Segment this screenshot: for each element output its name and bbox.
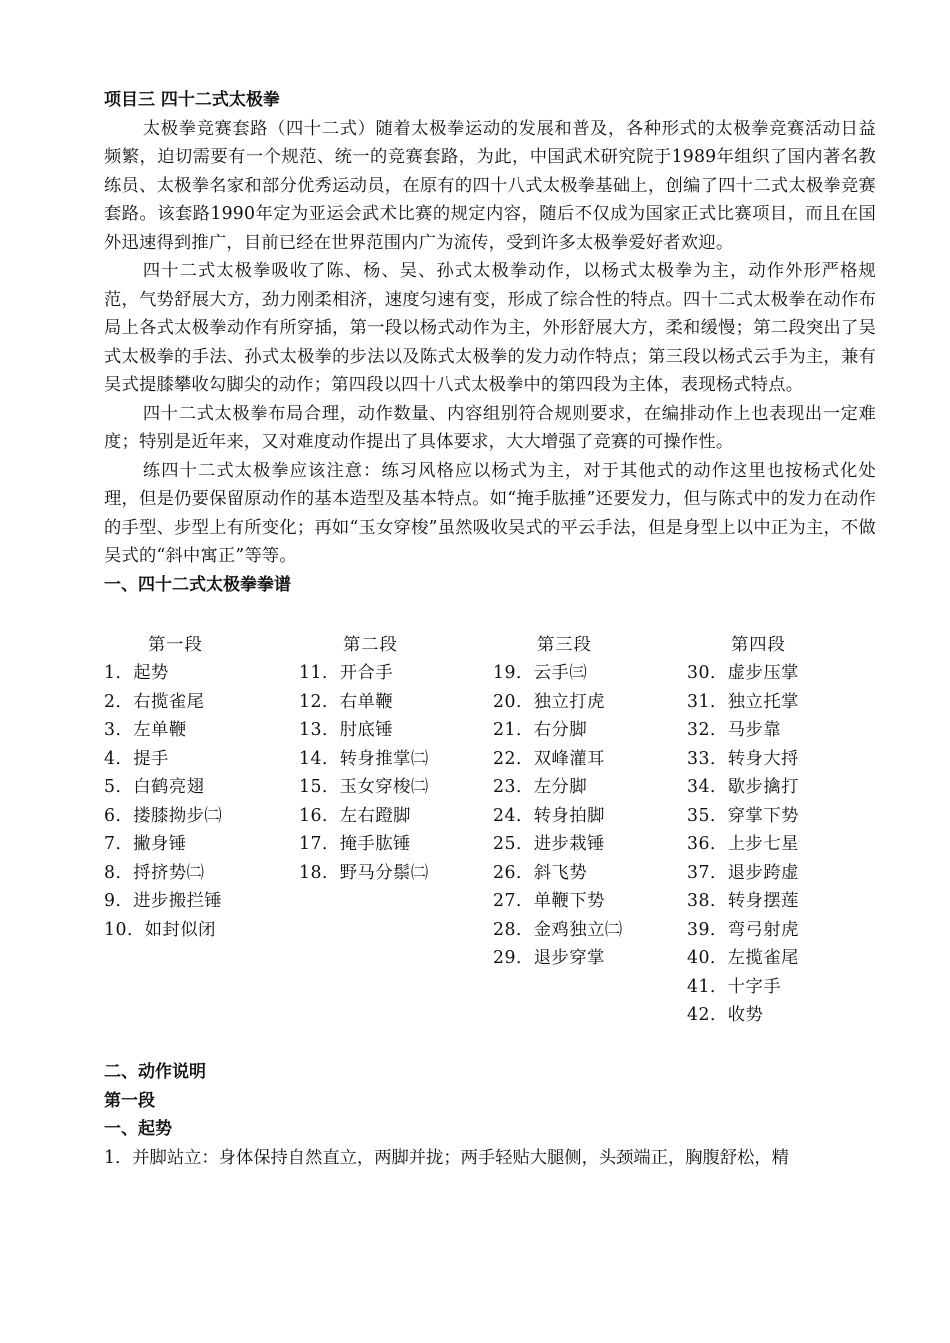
list-item: 2．右揽雀尾: [104, 691, 205, 712]
column-title: 第四段: [731, 634, 786, 655]
list-item: 18．野马分鬃㈡: [299, 862, 429, 883]
intro-paragraph-1: 太极拳竞赛套路（四十二式）随着太极拳运动的发展和普及，各种形式的太极拳竞赛活动日益频繁，迫切需要有一个规范、统一的竞赛套路，为此，中国武术研究院于1989年组织了国内著名教练员、太极拳名家和部分优秀运动员，在原有的四十八式太极拳基础上，创编了四十二式太极拳竞赛套路。该套路1990年定为亚运会武术比赛的规定内容，随后不仅成为国家正式比赛项目，而且在国外迅速得到推广，目前已经在世界范围内广为流传，受到许多太极拳爱好者欢迎。: [104, 118, 876, 253]
list-item: 27．单鞭下势: [493, 891, 605, 911]
list-item: 11．开合手: [299, 663, 394, 683]
list-item: 21．右分脚: [493, 720, 588, 740]
list-item: 19．云手㈢: [493, 663, 588, 683]
list-item: 16．左右蹬脚: [299, 805, 411, 826]
list-item: 17．掩手肱锤: [299, 834, 411, 854]
list-item: 23．左分脚: [493, 777, 588, 797]
list-item: 5．白鹤亮翅: [104, 777, 205, 797]
list-item: 20．独立打虎: [493, 691, 605, 712]
list-item: 6．搂膝拗步㈡: [104, 805, 223, 826]
list-item: 37．退步跨虚: [687, 862, 799, 883]
list-item: 8．捋挤势㈡: [104, 862, 205, 883]
column-title: 第一段: [148, 634, 203, 655]
list-item: 41．十字手: [687, 976, 782, 997]
list-item: 12．右单鞭: [299, 691, 394, 712]
list-item: 4．提手: [104, 748, 169, 769]
list-item: 39．弯弓射虎: [687, 919, 799, 940]
list-item: 40．左揽雀尾: [687, 948, 799, 968]
column-title: 第二段: [343, 634, 398, 655]
intro-paragraph-4: 练四十二式太极拳应该注意：练习风格应以杨式为主，对于其他式的动作这里也按杨式化处理，但是仍要保留原动作的基本造型及基本特点。如“掩手肱捶”还要发力，但与陈式中的发力在动作的手型、步型上有所变化；再如“玉女穿梭”虽然吸收吴式的平云手法，但是身型上以中正为主，不做吴式的“斜中寓正”等等。: [104, 460, 876, 566]
list-item: 32．马步靠: [687, 720, 782, 740]
list-item: 30．虚步压掌: [687, 663, 799, 683]
list-item: 38．转身摆莲: [687, 891, 799, 911]
routine-column-1: [104, 631, 299, 1030]
part-heading: 第一段: [104, 1090, 155, 1111]
section-heading-boxing-score: 一、四十二式太极拳拳谱: [104, 574, 291, 595]
column-title: 第三段: [537, 634, 592, 655]
list-item: 35．穿掌下势: [687, 805, 799, 826]
routine-column-3: [493, 631, 687, 1030]
list-item: 13．肘底锤: [299, 720, 394, 740]
list-item: 15．玉女穿梭㈡: [299, 777, 429, 797]
list-item: 9．进步搬拦锤: [104, 891, 223, 911]
list-item: 26．斜飞势: [493, 862, 588, 883]
list-item: 7．撇身锤: [104, 834, 187, 854]
list-item: 24．转身拍脚: [493, 805, 605, 826]
routine-column-2: [299, 631, 493, 1030]
list-item: 36．上步七星: [687, 834, 799, 854]
intro-paragraph-2: 四十二式太极拳吸收了陈、杨、吴、孙式太极拳动作，以杨式太极拳为主，动作外形严格规范，气势舒展大方，劲力刚柔相济，速度匀速有变，形成了综合性的特点。四十二式太极拳在动作布局上各式太极拳动作有所穿插，第一段以杨式动作为主，外形舒展大方，柔和缓慢；第二段突出了吴式太极拳的手法、孙式太极拳的步法以及陈式太极拳的发力动作特点；第三段以杨式云手为主，兼有吴式提膝攀收勾脚尖的动作；第四段以四十八式太极拳中的第四段为主体，表现杨式特点。: [104, 261, 876, 395]
routine-columns: [104, 631, 876, 1030]
list-item: 3．左单鞭: [104, 720, 187, 740]
document-page: [104, 86, 876, 1172]
list-item: 22．双峰灌耳: [493, 748, 605, 769]
list-item: 42．收势: [687, 1005, 764, 1025]
list-item: 14．转身推掌㈡: [299, 748, 429, 769]
list-item: 25．进步栽锤: [493, 834, 605, 854]
list-item: 29．退步穿掌: [493, 948, 605, 968]
document-title: 项目三 四十二式太极拳: [104, 90, 280, 110]
list-item: 34．歇步擒打: [687, 777, 799, 797]
list-item: 31．独立托掌: [687, 691, 799, 712]
intro-paragraph-3: 四十二式太极拳布局合理，动作数量、内容组别符合规则要求，在编排动作上也表现出一定难度；特别是近年来，又对难度动作提出了具体要求，大大增强了竞赛的可操作性。: [104, 403, 876, 452]
movement-text: 1．并脚站立：身体保持自然直立，两脚并拢；两手轻贴大腿侧，头颈端正，胸腹舒松，精: [104, 1147, 789, 1168]
list-item: 33．转身大捋: [687, 748, 799, 769]
list-item: 28．金鸡独立㈡: [493, 919, 623, 940]
routine-column-4: [687, 631, 876, 1030]
list-item: 1．起势: [104, 663, 169, 683]
list-item: 10．如封似闭: [104, 919, 216, 940]
section-heading-movement-description: 二、动作说明: [104, 1062, 206, 1082]
movement-heading: 一、起势: [104, 1119, 172, 1139]
intro-section: [104, 115, 876, 571]
